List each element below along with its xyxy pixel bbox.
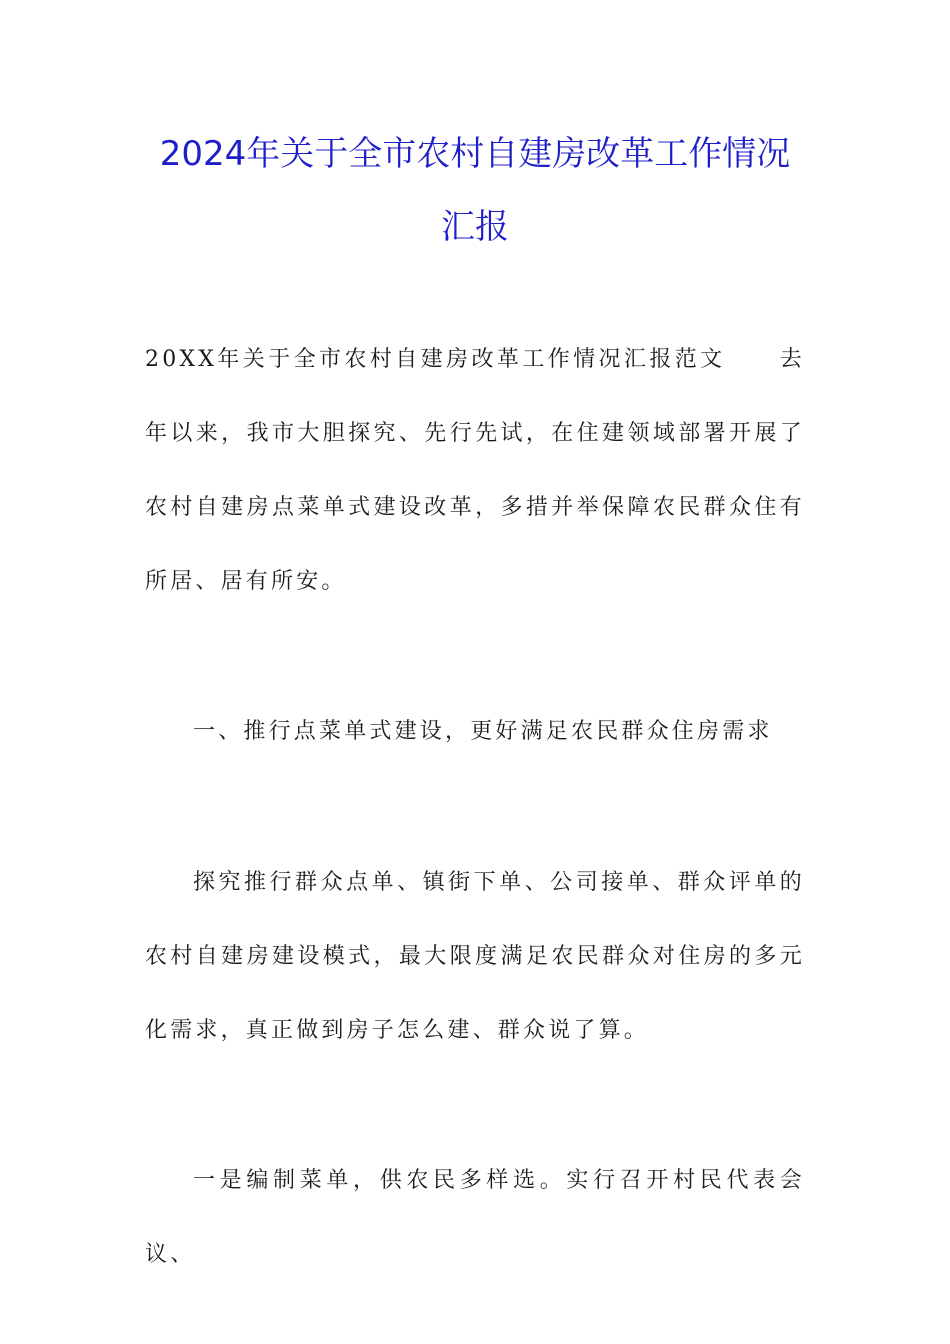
intro-lead: 20XX年关于全市农村自建房改革工作情况汇报范文 — [145, 347, 726, 372]
intro-paragraph — [145, 323, 805, 619]
document-title-line-2: 汇报 — [441, 207, 509, 247]
document-title-line-1: 2024年关于全市农村自建房改革工作情况 — [159, 134, 791, 174]
body-paragraph-3: 一是编制菜单，供农民多样选。实行召开村民代表会议、 — [145, 1168, 805, 1267]
body-paragraph-2: 探究推行群众点单、镇街下单、公司接单、群众评单的农村自建房建设模式，最大限度满足农民群众对住房的多元化需求，真正做到房子怎么建、群众说了算。 — [145, 870, 805, 1043]
intro-body: 去年以来，我市大胆探究、先行先试，在住建领域部署开展了农村自建房点菜单式建设改革，多措并举保障农民群众住有所居、居有所安。 — [145, 347, 806, 594]
section-1-heading: 一、推行点菜单式建设，更好满足农民群众住房需求 — [193, 719, 773, 744]
